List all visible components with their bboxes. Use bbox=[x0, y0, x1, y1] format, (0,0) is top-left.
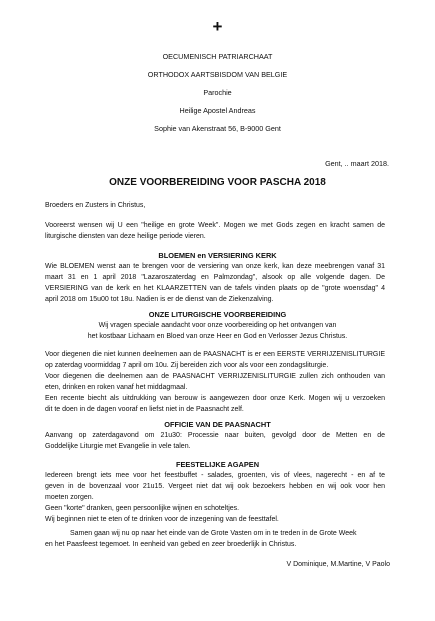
liturgische-line: Voor diegenen die deelnemen aan de PAASNACHT VERRIJZENISLITURGIE zullen zich onthouden van bbox=[45, 373, 385, 380]
header-patriarchate: OECUMENISCH PATRIARCHAAT bbox=[162, 52, 273, 61]
bloemen-line: VERSIERING van de kerk en het KLAARZETTEN van de tafels vinden plaats op de "grote woensdag" 4 bbox=[45, 285, 385, 292]
officie-line: Goddelijke Liturgie met Evangelie in vele talen. bbox=[45, 443, 191, 450]
closing-line: en het Paasfeest tegemoet. In eenheid van gebed en zeer broederlijk in Christus. bbox=[45, 541, 297, 548]
header-archdiocese: ORTHODOX AARTSBISDOM VAN BELGIE bbox=[147, 70, 288, 79]
bloemen-line: maart 31 en 1 april 2018 "Lazaroszaterdag en Palmzondag", alsook op alle volgende dagen. De bbox=[45, 274, 385, 281]
section-heading-agapen: FEESTELIJKE AGAPEN bbox=[175, 460, 260, 469]
agapen-line: geven in de bovenzaal voor 21u15. Vergeet niet dat wij ook bezoekers hebben en wij ook voor hen bbox=[45, 483, 385, 490]
greeting: Broeders en Zusters in Christus, bbox=[45, 202, 146, 209]
intro-line: liturgische diensten van deze heilige periode vieren. bbox=[45, 233, 206, 240]
section-heading-officie: OFFICIE VAN DE PAASNACHT bbox=[164, 420, 271, 429]
agapen-line: Wij beginnen niet te eten of te drinken voor de inzegening van de feesttafel. bbox=[45, 516, 279, 523]
agapen-line: Geen "korte" dranken, geen persoonlijke wijnen en schoteltjes. bbox=[45, 505, 240, 512]
officie-line: Aanvang op zaterdagavond om 21u30: Processie naar buiten, gevolgd door de Metten en de bbox=[45, 432, 385, 439]
header-parish-label: Parochie bbox=[203, 88, 232, 97]
letter-date: Gent, .. maart 2018. bbox=[325, 159, 389, 168]
agapen-line: moeten zorgen. bbox=[45, 494, 94, 501]
closing-line: Samen gaan wij nu op naar het einde van de Grote Vasten om in te treden in de Grote Week bbox=[70, 530, 357, 537]
liturgische-line: op zaterdag voormiddag 7 april om 10u. Zij bereiden zich voor als voor een zondagsliturgie. bbox=[45, 362, 329, 369]
cross-symbol: + bbox=[212, 17, 223, 36]
section-heading-liturgische: ONZE LITURGISCHE VOORBEREIDING bbox=[148, 310, 287, 319]
bloemen-line: Wie BLOEMEN wenst aan te brengen voor de versiering van onze kerk, kan deze meebrengen vanaf 31 bbox=[45, 263, 385, 270]
header-address: Sophie van Akenstraat 56, B-9000 Gent bbox=[154, 124, 281, 133]
liturgische-line: Voor diegenen die niet kunnen deelnemen aan de PAASNACHT is er een EERSTE VERRIJZENISLITURGIE bbox=[45, 351, 385, 358]
agapen-line: Iedereen brengt iets mee voor het feestbuffet - salades, groenten, vis of vlees, nagerecht - en af te bbox=[45, 472, 385, 479]
liturgische-intro-line: het kostbaar Lichaam en Bloed van onze Heer en God en Verlosser Jezus Christus. bbox=[87, 333, 348, 340]
liturgische-line: eten, drinken en roken vanaf het middagmaal. bbox=[45, 384, 188, 391]
liturgische-intro-line: Wij vragen speciale aandacht voor onze voorbereiding op het ontvangen van bbox=[98, 322, 337, 329]
liturgische-line: Een recente biecht als uitdrukking van berouw is aangewezen door onze Kerk. Mogen wij u verzoeken bbox=[45, 395, 385, 402]
page-title: ONZE VOORBEREIDING VOOR PASCHA 2018 bbox=[109, 177, 326, 188]
header-parish-name: Heilige Apostel Andreas bbox=[179, 106, 256, 115]
liturgische-line: dit te doen in de dagen vooraf en liefst niet in de Paasnacht zelf. bbox=[45, 406, 244, 413]
intro-line: Vooreerst wensen wij U een "heilige en grote Week". Mogen we met Gods zegen en kracht samen de bbox=[45, 222, 385, 229]
section-heading-bloemen: BLOEMEN en VERSIERING KERK bbox=[158, 251, 277, 260]
signature: V Dominique, M.Martine, V Paolo bbox=[286, 561, 390, 568]
bloemen-line: april 2018 om 15u00 tot 18u. Nadien is er de dienst van de Ziekenzalving. bbox=[45, 296, 274, 303]
